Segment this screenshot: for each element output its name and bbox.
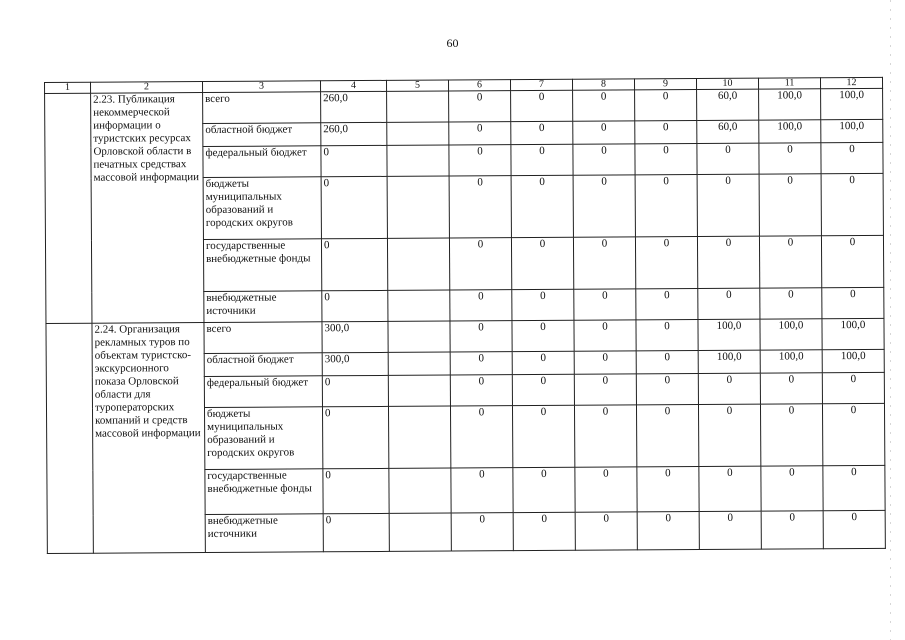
value-cell-8: 0 [574,374,636,405]
value-cell-7: 0 [512,405,574,467]
value-cell-4: 0 [323,468,389,513]
value-cell-6: 0 [451,468,513,513]
col-header-9: 9 [634,79,696,90]
value-cell-8: 0 [575,467,637,512]
value-cell-8: 0 [573,121,635,144]
value-cell-11: 100,0 [760,319,822,350]
value-cell-9: 0 [636,289,698,320]
value-cell-11: 0 [759,236,821,288]
value-cell-12: 0 [822,287,884,318]
table-row [46,318,884,354]
value-cell-11: 100,0 [759,120,821,143]
value-cell-6: 0 [449,176,511,238]
funding-source-cell: бюджеты муниципальных образований и городских округов [203,177,321,240]
value-cell-6: 0 [449,145,511,176]
value-cell-10: 0 [698,288,760,319]
value-cell-12: 100,0 [821,88,883,119]
value-cell-11: 100,0 [759,89,821,120]
value-cell-11: 0 [759,174,821,236]
funding-source-cell: федеральный бюджет [203,146,321,178]
col-header-1: 1 [45,82,91,93]
value-cell-6: 0 [449,91,511,122]
value-cell-9: 0 [637,467,699,512]
funding-source-cell: областной бюджет [204,353,322,377]
value-cell-6: 0 [450,290,512,321]
value-cell-12: 100,0 [822,318,884,349]
value-cell-9: 0 [635,90,697,121]
value-cell-5 [388,321,450,352]
value-cell-4: 0 [322,406,388,468]
col-header-5: 5 [386,80,448,91]
value-cell-4: 260,0 [321,91,387,122]
value-cell-7: 0 [511,90,573,121]
value-cell-10: 0 [697,143,759,174]
value-cell-9: 0 [636,320,698,351]
value-cell-5 [388,406,450,468]
value-cell-11: 0 [760,288,822,319]
value-cell-9: 0 [636,374,698,405]
row-number-cell [46,323,93,553]
value-cell-7: 0 [512,374,574,405]
funding-source-cell: государственные внебюджетные фонды [203,239,321,292]
value-cell-12: 0 [821,173,883,235]
col-header-11: 11 [758,78,820,89]
value-cell-4: 0 [321,238,387,290]
value-cell-10: 0 [697,174,759,236]
value-cell-4: 0 [321,176,387,238]
value-cell-5 [387,176,449,238]
value-cell-9: 0 [636,405,698,467]
value-cell-5 [389,468,451,513]
value-cell-4: 300,0 [322,321,388,352]
col-header-7: 7 [510,79,572,90]
value-cell-5 [388,375,450,406]
value-cell-6: 0 [450,352,512,375]
value-cell-5 [388,290,450,321]
value-cell-8: 0 [574,289,636,320]
funding-table [44,77,886,554]
value-cell-6: 0 [451,513,513,551]
value-cell-6: 0 [450,375,512,406]
value-cell-11: 100,0 [760,350,822,373]
row-number-cell [45,93,92,323]
value-cell-10: 0 [698,373,760,404]
value-cell-8: 0 [573,90,635,121]
value-cell-9: 0 [637,512,699,550]
table-row [45,88,883,124]
value-cell-4: 260,0 [321,122,387,145]
col-header-10: 10 [696,78,758,89]
value-cell-7: 0 [512,289,574,320]
value-cell-8: 0 [573,237,635,289]
value-cell-9: 0 [635,175,697,237]
value-cell-7: 0 [511,175,573,237]
value-cell-4: 0 [321,145,387,176]
value-cell-9: 0 [636,351,698,374]
value-cell-8: 0 [574,320,636,351]
value-cell-7: 0 [511,237,573,289]
value-cell-12: 0 [823,465,885,510]
value-cell-6: 0 [449,238,511,290]
value-cell-11: 0 [761,511,823,549]
scan-edge-artifact [890,0,891,640]
col-header-4: 4 [320,80,386,91]
value-cell-10: 0 [699,511,761,549]
value-cell-10: 100,0 [698,319,760,350]
value-cell-11: 0 [759,143,821,174]
value-cell-9: 0 [635,237,697,289]
value-cell-6: 0 [450,321,512,352]
funding-source-cell: бюджеты муниципальных образований и городских округов [204,407,322,470]
value-cell-4: 0 [322,375,388,406]
value-cell-10: 0 [699,466,761,511]
value-cell-6: 0 [450,406,512,468]
value-cell-7: 0 [511,144,573,175]
value-cell-9: 0 [635,144,697,175]
value-cell-12: 0 [822,403,884,465]
value-cell-4: 300,0 [322,352,388,375]
value-cell-8: 0 [573,144,635,175]
value-cell-7: 0 [513,467,575,512]
value-cell-4: 0 [322,290,388,321]
value-cell-4: 0 [323,513,389,551]
value-cell-7: 0 [511,121,573,144]
value-cell-5 [387,238,449,290]
value-cell-12: 0 [821,142,883,173]
col-header-3: 3 [203,81,321,93]
value-cell-7: 0 [513,512,575,550]
value-cell-7: 0 [512,320,574,351]
value-cell-8: 0 [573,175,635,237]
value-cell-5 [387,91,449,122]
funding-source-cell: внебюджетные источники [205,514,323,553]
value-cell-12: 0 [823,510,885,548]
value-cell-5 [388,352,450,375]
funding-source-cell: областной бюджет [203,123,321,147]
col-header-2: 2 [91,82,203,94]
value-cell-12: 0 [822,372,884,403]
value-cell-7: 0 [512,351,574,374]
measure-name-cell: 2.24. Организация рекламных туров по объектам туристско-экскурсионного показа Орловской области для туроператорских компаний и средств массовой информации [92,323,205,554]
value-cell-9: 0 [635,121,697,144]
value-cell-11: 0 [761,466,823,511]
value-cell-8: 0 [575,512,637,550]
value-cell-11: 0 [760,373,822,404]
col-header-12: 12 [820,77,882,88]
value-cell-6: 0 [449,122,511,145]
value-cell-5 [387,122,449,145]
funding-source-cell: государственные внебюджетные фонды [205,469,323,515]
col-header-6: 6 [448,80,510,91]
value-cell-8: 0 [574,405,636,467]
value-cell-12: 0 [821,235,883,287]
value-cell-10: 0 [698,404,760,466]
value-cell-12: 100,0 [822,349,884,372]
page-number: 60 [446,36,459,50]
value-cell-11: 0 [760,404,822,466]
value-cell-10: 0 [697,236,759,288]
funding-source-cell: всего [204,322,322,354]
value-cell-10: 60,0 [697,89,759,120]
value-cell-10: 100,0 [698,350,760,373]
col-header-8: 8 [572,79,634,90]
funding-source-cell: внебюджетные источники [204,291,322,323]
funding-source-cell: всего [203,92,321,124]
value-cell-12: 100,0 [821,119,883,142]
measure-name-cell: 2.23. Публикация некоммерческой информации о туристских ресурсах Орловской области в печатных средствах массовой информации [91,93,204,324]
value-cell-10: 60,0 [697,120,759,143]
value-cell-8: 0 [574,351,636,374]
funding-source-cell: федеральный бюджет [204,376,322,408]
value-cell-5 [387,145,449,176]
value-cell-5 [389,513,451,551]
